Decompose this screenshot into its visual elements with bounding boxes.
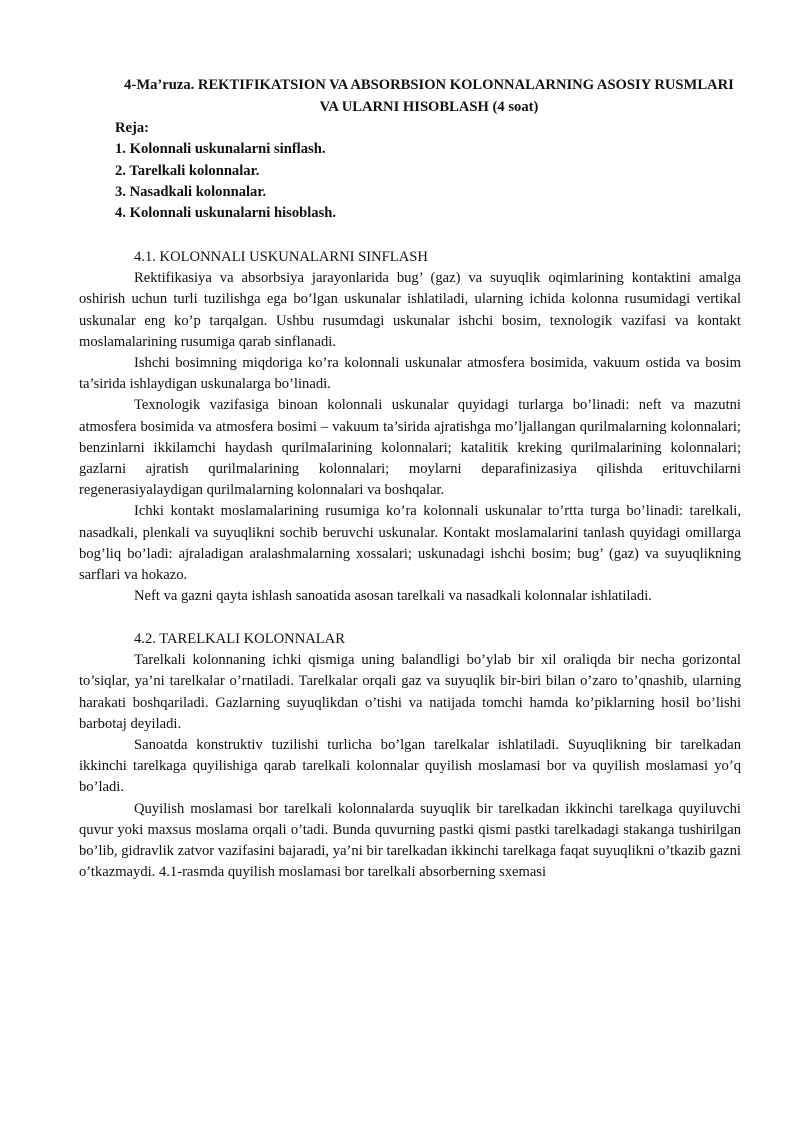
plan-item: 4. Kolonnali uskunalarni hisoblash. (115, 205, 337, 222)
plan-label: Reja: (115, 120, 150, 136)
lecture-plan (115, 118, 336, 224)
section-tray-columns (79, 629, 741, 883)
paragraph: Neft va gazni qayta ishlash sanoatida asosan tarelkali va nasadkali kolonnalar ishlatiladi. (134, 588, 652, 605)
lecture-title: 4-Ma’ruza. REKTIFIKATSION VA ABSORBSION KOLONNALARNING ASOSIY RUSMLARI VA ULARNI HISOBLASH (4 soat) (124, 77, 734, 115)
section-heading: 4.2. TARELKALI KOLONNALAR (134, 631, 345, 647)
paragraph: Ishchi bosimning miqdoriga ko’ra kolonnali uskunalar atmosfera bosimida, vakuum ostida va bosim ta’sirida ishlaydigan uskunalarga bo’linadi. (79, 355, 741, 393)
section-classification (79, 247, 741, 607)
paragraph: Rektifikasiya va absorbsiya jarayonlarida bug’ (gaz) va suyuqlik oqimlarining kontaktini amalga oshirish uchun turli tuzilishga ega bo’lgan uskunalar ishlatiladi, ularning ichida kolonna rusumidagi vertikal uskunalar eng ko’p tarqalgan. Ushbu rusumdagi uskunalar ishchi bosim, texnologik vazifasi va kontakt moslamalarining rusumiga qarab sinflanadi. (79, 270, 741, 350)
plan-item: 3. Nasadkali kolonnalar. (115, 183, 267, 200)
plan-item: 1. Kolonnali uskunalarni sinflash. (115, 141, 326, 158)
section-heading: 4.1. KOLONNALI USKUNALARNI SINFLASH (134, 249, 428, 265)
paragraph: Texnologik vazifasiga binoan kolonnali uskunalar quyidagi turlarga bo’linadi: neft va mazutni atmosfera bosimida va atmosfera bosimi – vakuum ta’sirida ajratishga mo’ljallangan qurilmalarning kolonnalari; benzinlarni ikkilamchi haydash qurilmalarining kolonnalari; katalitik kreking qurilmalarining kolonnalari; gazlarni ajratish qurilmalarining kolonnalari; moylarni deparafinizasiya qilishda erituvchilarni regenerasiyalaydigan qurilmalarning kolonnalari va boshqalar. (79, 397, 741, 499)
plan-item: 2. Tarelkali kolonnalar. (115, 162, 260, 179)
paragraph: Ichki kontakt moslamalarining rusumiga ko’ra kolonnali uskunalar to’rtta turga bo’linadi: tarelkali, nasadkali, plenkali va suyuqlikni sochib beruvchi uskunalar. Kontakt moslamalarini tanlash quyidagi omillarga bog’liq bo’ladi: ajraladigan aralashmalarning xossalari; uskunadagi ishchi bosim; bug’ (gaz) va suyuqlikning sarflari va hokazo. (79, 503, 741, 584)
paragraph: Tarelkali kolonnaning ichki qismiga uning balandligi bo’ylab bir xil oraliqda bir necha gorizontal to’siqlar, ya’ni tarelkalar o’rnatiladi. Tarelkalar orqali gaz va suyuqlik bir-biri bilan o’zaro to’qnashib, ularning harakati boshqariladi. Gazlarning suyuqlikdan o’tishi va natijada tomchi hamda ko’piklarning hosil bo’lishi barbotaj deyiladi. (79, 652, 741, 732)
paragraph: Sanoatda konstruktiv tuzilishi turlicha bo’lgan tarelkalar ishlatiladi. Suyuqlikning bir tarelkadan ikkinchi tarelkaga quyilishiga qarab tarelkali kolonnalar quyilish moslamasi bor va quyilish moslamasi yo’q bo’ladi. (79, 737, 741, 796)
paragraph: Quyilish moslamasi bor tarelkali kolonnalarda suyuqlik bir tarelkadan ikkinchi tarelkaga quyiluvchi quvur yoki maxsus moslama orqali o’tadi. Bunda quvurning pastki qismi pastki tarelkadagi stakanga tushirilgan bo’lib, gidravlik zatvor vazifasini bajaradi, ya’ni bir tarelkadan ikkinchi tarelkaga faqat suyuqlikni o’tkazib gazni o’tkazmaydi. 4.1-rasmda quyilish moslamasi bor tarelkali absorberning sxemasi (79, 800, 741, 881)
